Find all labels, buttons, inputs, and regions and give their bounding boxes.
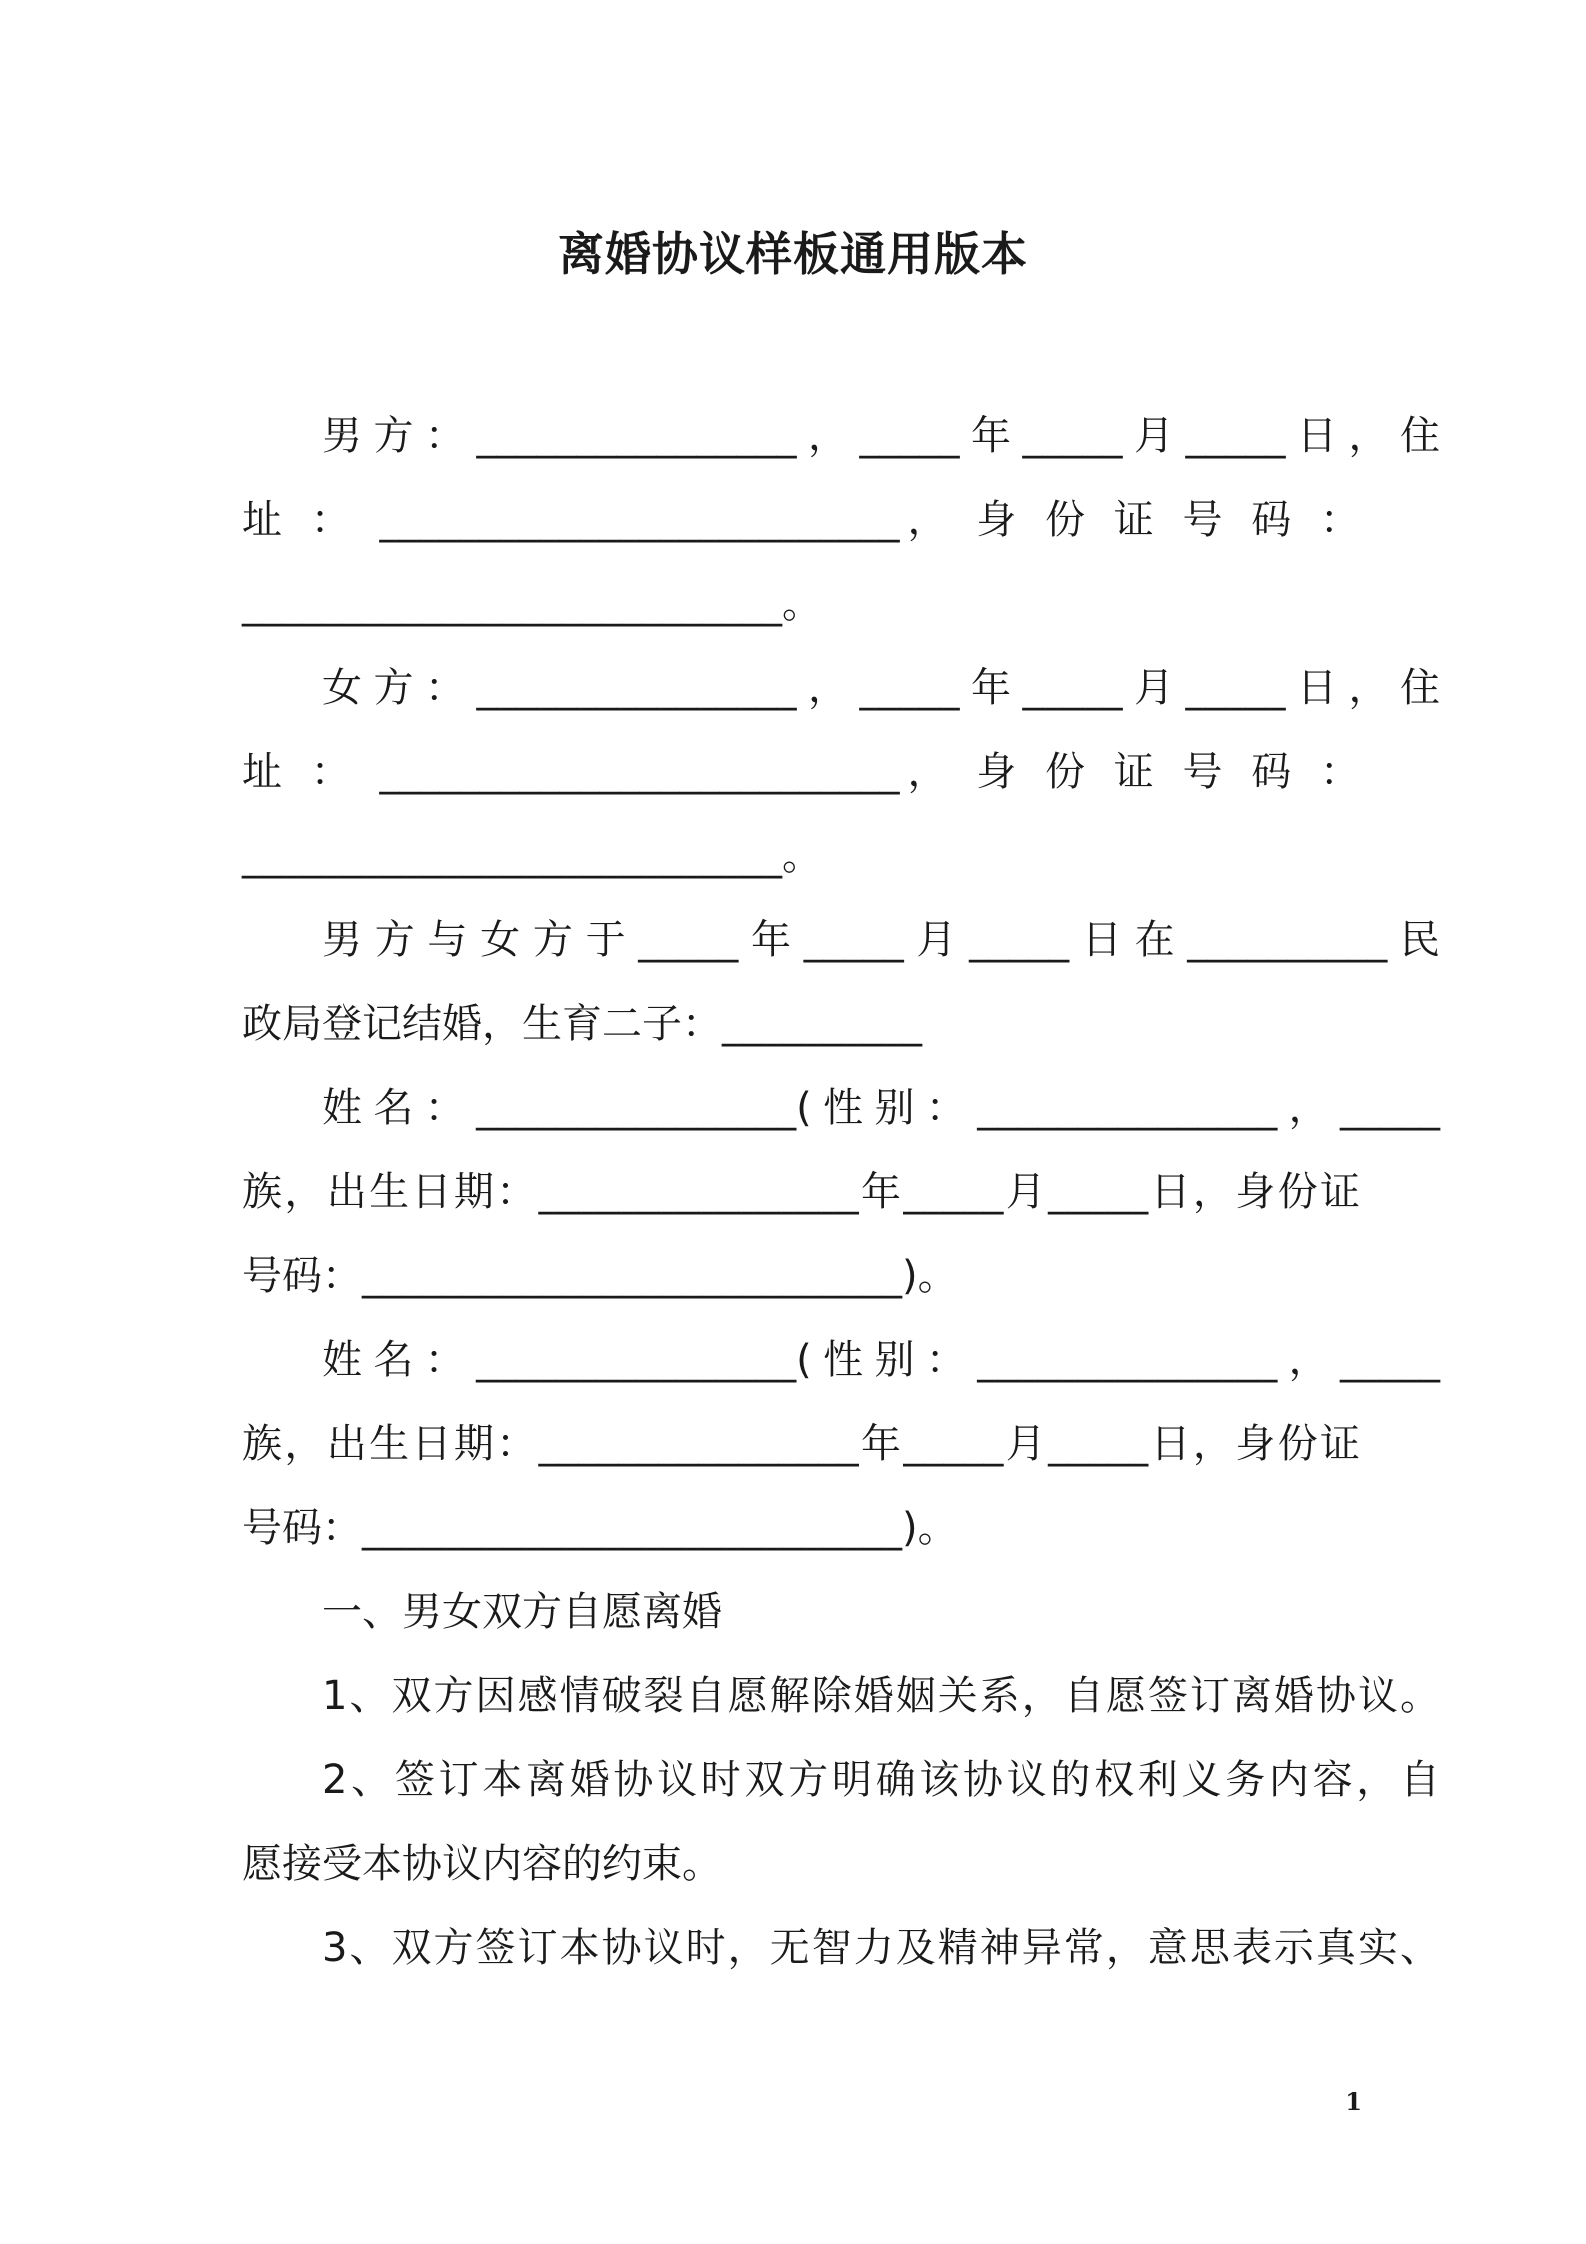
section-heading-1: 一、男女双方自愿离婚 xyxy=(322,1589,722,1635)
male-party-line-1: 男方：________________，_____年_____月_____日，住 xyxy=(322,413,1440,459)
female-party-line-3: ___________________________。 xyxy=(242,833,822,879)
female-party-line-1: 女方：________________，_____年_____月_____日，住 xyxy=(322,665,1440,711)
page-number: 1 xyxy=(1345,2087,1362,2116)
clause-1: 1、双方因感情破裂自愿解除婚姻关系，自愿签订离婚协议。 xyxy=(322,1673,1440,1719)
child-2-line-1: 姓名：________________(性别：_______________，_____ xyxy=(322,1337,1440,1383)
marriage-registration-line-1: 男方与女方于_____年_____月_____日在__________民 xyxy=(322,917,1440,963)
clause-2-line-2: 愿接受本协议内容的约束。 xyxy=(242,1841,722,1887)
female-party-line-2: 址 ： __________________________， 身 份 证 号 码 ： xyxy=(242,749,1360,795)
child-1-line-3: 号码：___________________________)。 xyxy=(242,1253,958,1299)
male-party-line-3: ___________________________。 xyxy=(242,581,822,627)
marriage-registration-line-2: 政局登记结婚，生育二子：__________ xyxy=(242,1001,922,1047)
child-1-line-2: 族，出生日期：________________年_____月_____日，身份证 xyxy=(242,1169,1360,1215)
child-1-line-1: 姓名：________________(性别：_______________，_____ xyxy=(322,1085,1440,1131)
child-2-line-2: 族，出生日期：________________年_____月_____日，身份证 xyxy=(242,1421,1360,1467)
clause-3-line-1: 3、双方签订本协议时，无智力及精神异常，意思表示真实、 xyxy=(322,1925,1440,1971)
document-title: 离婚协议样板通用版本 xyxy=(558,227,1028,281)
child-2-line-3: 号码：___________________________)。 xyxy=(242,1505,958,1551)
clause-2-line-1: 2、签订本离婚协议时双方明确该协议的权利义务内容，自 xyxy=(322,1757,1440,1803)
male-party-line-2: 址 ： __________________________， 身 份 证 号 码 ： xyxy=(242,497,1360,543)
